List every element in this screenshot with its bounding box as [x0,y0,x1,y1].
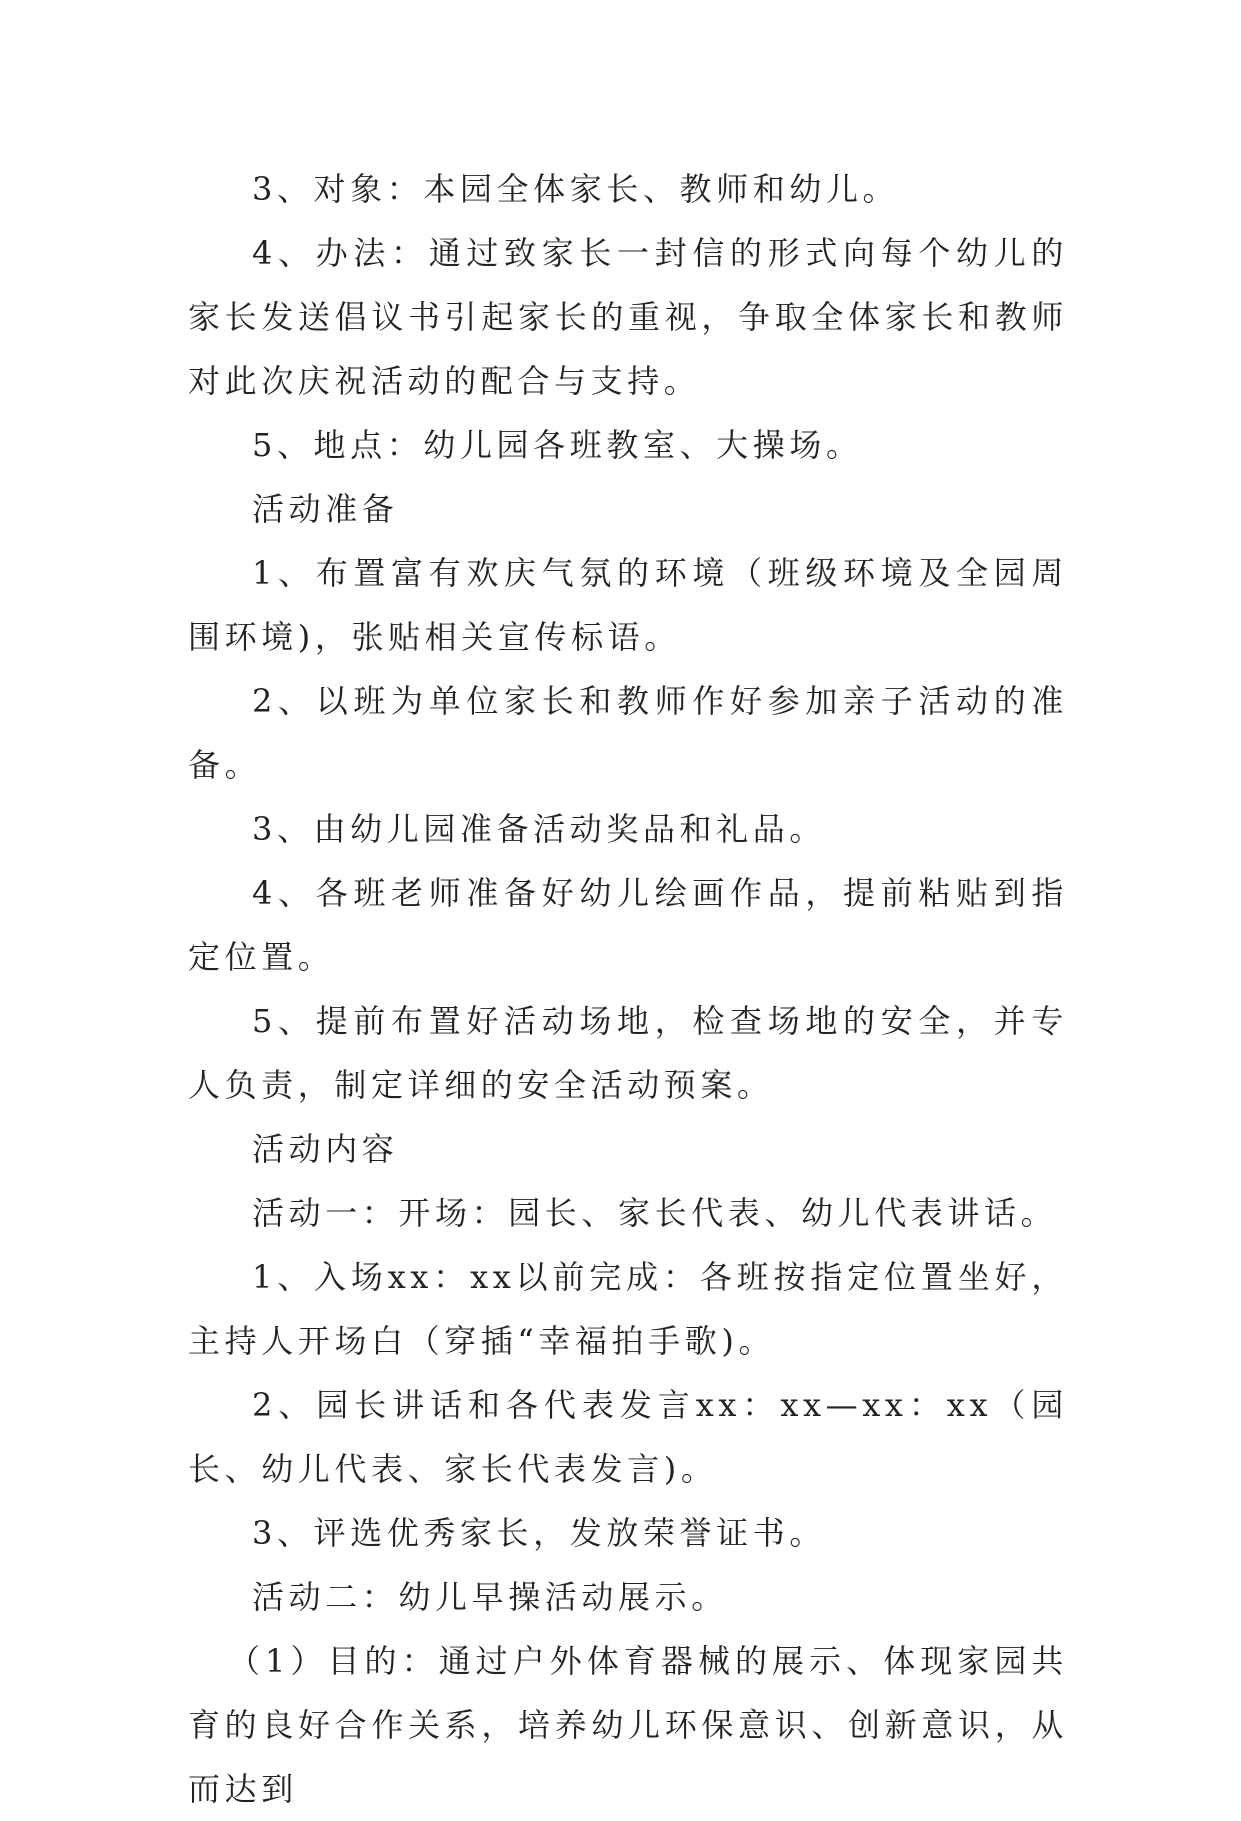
paragraph-activity-1-item-3: 3、评选优秀家长，发放荣誉证书。 [252,1514,826,1552]
paragraph-activity-1-item-2: 2、园长讲话和各代表发言xx：xx—xx：xx（园长、幼儿代表、家长代表发言)。 [188,1386,1068,1488]
paragraph-prep-1: 1、布置富有欢庆气氛的环境（班级环境及全园周围环境)，张贴相关宣传标语。 [188,554,1068,656]
paragraph-activity-2-purpose: （1）目的：通过户外体育器械的展示、体现家园共育的良好合作关系，培养幼儿环保意识、创新意识，从而达到 [188,1642,1068,1808]
paragraph-prep-4: 4、各班老师准备好幼儿绘画作品，提前粘贴到指定位置。 [188,874,1068,976]
paragraph-activity-1-item-1: 1、入场xx：xx以前完成：各班按指定位置坐好，主持人开场白（穿插“幸福拍手歌)。 [188,1258,1068,1360]
paragraph-location: 5、地点：幼儿园各班教室、大操场。 [252,426,863,464]
document-body [188,157,1068,1821]
heading-content: 活动内容 [252,1130,399,1168]
paragraph-activity-2: 活动二：幼儿早操活动展示。 [252,1578,728,1616]
paragraph-prep-5: 5、提前布置好活动场地，检查场地的安全，并专人负责，制定详细的安全活动预案。 [188,1002,1068,1104]
paragraph-prep-3: 3、由幼儿园准备活动奖品和礼品。 [252,810,826,848]
paragraph-activity-1: 活动一：开场：园长、家长代表、幼儿代表讲话。 [252,1194,1058,1232]
paragraph-target: 3、对象：本园全体家长、教师和幼儿。 [252,170,900,208]
paragraph-prep-2: 2、以班为单位家长和教师作好参加亲子活动的准备。 [188,682,1068,784]
paragraph-method: 4、办法：通过致家长一封信的形式向每个幼儿的家长发送倡议书引起家长的重视，争取全体家长和教师对此次庆祝活动的配合与支持。 [188,234,1068,400]
heading-preparation: 活动准备 [252,490,399,528]
